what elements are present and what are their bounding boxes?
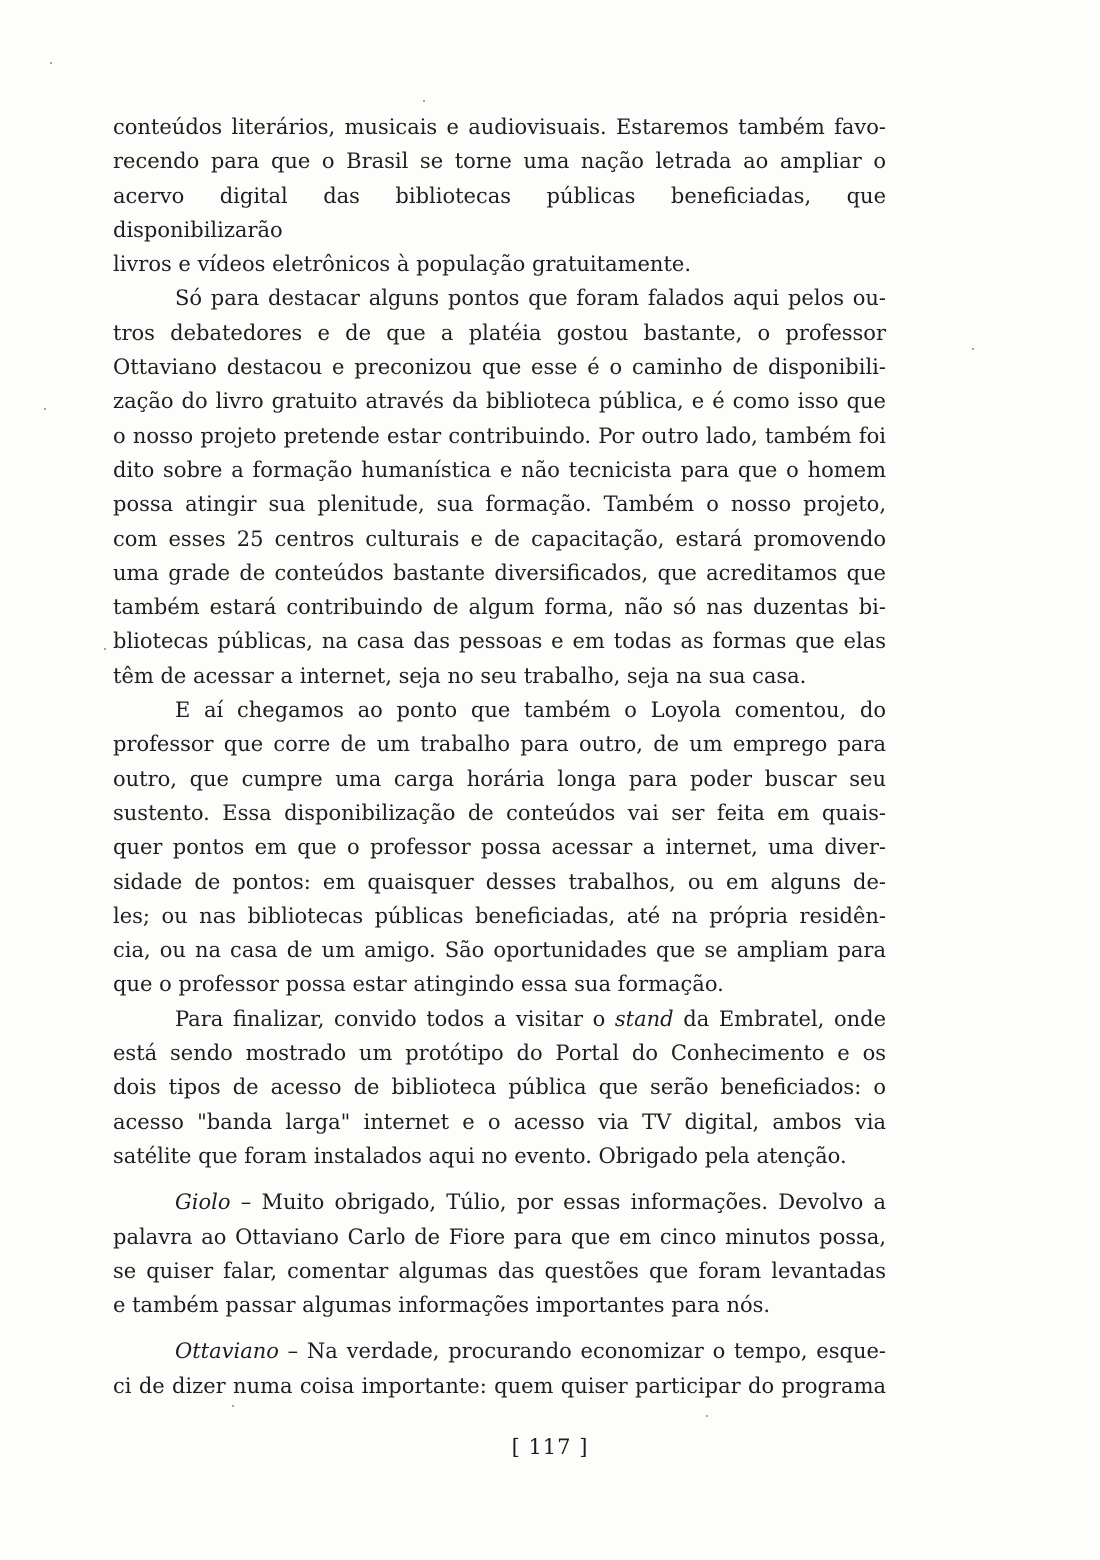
- text-line: uma grade de conteúdos bastante diversificados, que acreditamos que: [113, 560, 886, 585]
- speaker-name: Giolo: [175, 1190, 231, 1215]
- scan-speck: [423, 100, 425, 102]
- scan-speck: [44, 408, 46, 410]
- text-line: professor que corre de um trabalho para outro, de um emprego para: [113, 732, 886, 757]
- text-line: satélite que foram instalados aqui no evento. Obrigado pela atenção.: [113, 1143, 847, 1168]
- scan-speck: [50, 62, 52, 64]
- text-line: acervo digital das bibliotecas públicas beneficiadas, que disponibilizarão: [113, 183, 886, 242]
- text-line: e também passar algumas informações importantes para nós.: [113, 1293, 771, 1318]
- speaker-name: Ottaviano: [175, 1339, 279, 1364]
- text-run: Para finalizar, convido todos a visitar o: [175, 1006, 615, 1031]
- text-line: o nosso projeto pretende estar contribuindo. Por outro lado, também foi: [113, 423, 886, 448]
- text-line: se quiser falar, comentar algumas das questões que foram levantadas: [113, 1258, 886, 1283]
- text-line: [113, 1002, 886, 1036]
- page-number: [ 117 ]: [511, 1435, 589, 1459]
- paragraph-1: [113, 110, 886, 281]
- text-line: dois tipos de acesso de biblioteca pública que serão beneficiados: o: [113, 1075, 886, 1100]
- scan-speck: [104, 648, 106, 650]
- text-line: [113, 1185, 886, 1219]
- text-line: possa atingir sua plenitude, sua formação. Também o nosso projeto,: [113, 492, 886, 517]
- text-line: recendo para que o Brasil se torne uma nação letrada ao ampliar o: [113, 149, 886, 174]
- text-line: [113, 1334, 886, 1368]
- text-line: bliotecas públicas, na casa das pessoas e em todas as formas que elas: [113, 629, 886, 654]
- text-line: que o professor possa estar atingindo essa sua formação.: [113, 972, 724, 997]
- paragraph-6: [113, 1334, 886, 1403]
- text-run: – Na verdade, procurando economizar o tempo, esque-: [278, 1339, 886, 1364]
- text-line: E aí chegamos ao ponto que também o Loyola comentou, do: [175, 698, 886, 723]
- text-line: Ottaviano destacou e preconizou que esse é o caminho de disponibili-: [113, 355, 886, 380]
- text-run: – Muito obrigado, Túlio, por essas informações. Devolvo a: [230, 1190, 886, 1215]
- text-line: com esses 25 centros culturais e de capacitação, estará promovendo: [113, 526, 886, 551]
- text-line: sidade de pontos: em quaisquer desses trabalhos, ou em alguns de-: [113, 869, 886, 894]
- text-line: quer pontos em que o professor possa acessar a internet, uma diver-: [113, 835, 886, 860]
- text-line: outro, que cumpre uma carga horária longa para poder buscar seu: [113, 766, 886, 791]
- text-line: também estará contribuindo de algum forma, não só nas duzentas bi-: [113, 595, 886, 620]
- text-line: palavra ao Ottaviano Carlo de Fiore para que em cinco minutos possa,: [113, 1224, 886, 1249]
- text-line: les; ou nas bibliotecas públicas beneficiadas, até na própria residên-: [113, 903, 886, 928]
- text-line: zação do livro gratuito através da biblioteca pública, e é como isso que: [113, 389, 886, 414]
- text-line: têm de acessar a internet, seja no seu trabalho, seja na sua casa.: [113, 663, 807, 688]
- text-line: conteúdos literários, musicais e audiovisuais. Estaremos também favo-: [113, 115, 886, 139]
- scan-speck: [706, 1415, 708, 1417]
- text-line: Só para destacar alguns pontos que foram falados aqui pelos ou-: [175, 286, 886, 311]
- paragraph-2: [113, 281, 886, 693]
- text-line: cia, ou na casa de um amigo. São oportunidades que se ampliam para: [113, 938, 886, 963]
- text-line: está sendo mostrado um protótipo do Portal do Conhecimento e os: [113, 1041, 886, 1066]
- text-line: dito sobre a formação humanística e não tecnicista para que o homem: [113, 457, 886, 482]
- italic-term: stand: [614, 1006, 674, 1031]
- paragraph-3: [113, 693, 886, 1002]
- text-line: ci de dizer numa coisa importante: quem quiser participar do programa: [113, 1373, 886, 1398]
- text-line: livros e vídeos eletrônicos à população gratuitamente.: [113, 252, 692, 277]
- scan-speck: [232, 1405, 234, 1407]
- paragraph-4: [113, 1002, 886, 1173]
- text-run: da Embratel, onde: [673, 1006, 887, 1031]
- paragraph-5: [113, 1185, 886, 1322]
- text-line: acesso "banda larga" internet e o acesso via TV digital, ambos via: [113, 1109, 886, 1134]
- page-body: [113, 110, 886, 1403]
- text-line: tros debatedores e de que a platéia gostou bastante, o professor: [113, 320, 886, 345]
- text-line: sustento. Essa disponibilização de conteúdos vai ser feita em quais-: [113, 800, 886, 825]
- scan-speck: [972, 348, 974, 350]
